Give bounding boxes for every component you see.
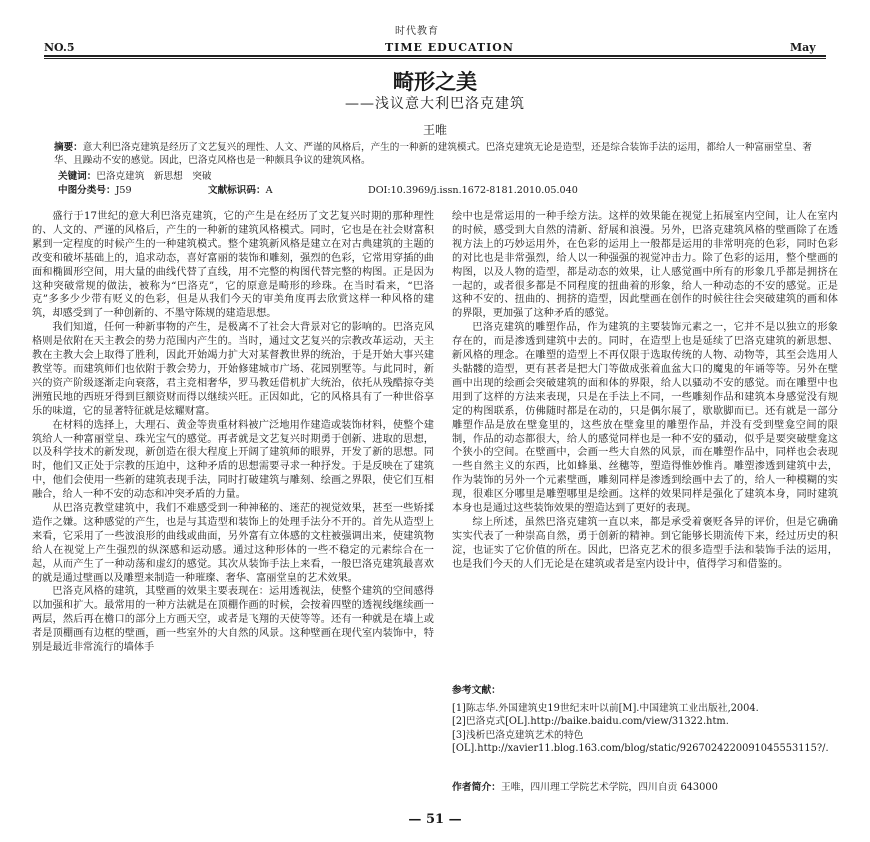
header-rule-thin [44, 58, 826, 59]
article-title: 畸形之美 [393, 69, 477, 94]
keywords-text: 巴洛克建筑 新思想 突破 [96, 171, 212, 182]
author-info [452, 779, 838, 793]
keywords [58, 168, 212, 182]
paragraph: 绘中也是常运用的一种手绘方法。这样的效果能在视觉上拓展室内空间，让人在室内的时候，感受到大自然的清新、舒展和浪漫。另外，巴洛克建筑风格的壁画除了在透视方法上的巧妙运用外，在色彩的运用上一般都是运用的非常明亮的色彩，同时色彩的对比也是非常强烈，给人以一种强强的视觉冲击力。除了色彩的运用，整个壁画的构图，以及人物的造型，都是动态的效果，让人感觉画中所有的形象几乎都是拥挤在一起的，或者很多都是不同程度的扭曲着的形象，给人一种动态的不安的感觉。正是这种不安的、扭曲的、拥挤的造型，因此壁画在创作的时候往往会突破建筑的画和体的界限，更加强了这种矛盾的感觉。 [452, 211, 838, 320]
references [452, 684, 838, 756]
reference-item: [1]陈志华.外国建筑史19世纪末叶以前[M].中国建筑工业出版社,2004. [452, 702, 759, 714]
article-subtitle: ——浅议意大利巴洛克建筑 [345, 96, 525, 112]
issue-number: NO.5 [44, 41, 75, 54]
paragraph: 盛行于17世纪的意大利巴洛克建筑，它的产生是在经历了文艺复兴时期的那种理性的、人文的、严谨的风格后，产生的一种新的建筑风格模式。同时，它也是在社会财富积累到一定程度的时候产生的一种建筑模式。整个建筑新风格是建立在对古典建筑的主题的改变和破坏基础上的，追求动态，喜好富丽的装饰和雕刻，强烈的色彩，它常用穿插的曲面和椭圆形空间，用大量的曲线代替了直线，用不完整的构图代替完整的构图。正是因为这种突破常规的做法，被称为“巴洛克”，它的原意是畸形的珍珠。在当时看来，“巴洛克”多多少少带有贬义的色彩，但是从我们今天的审美角度再去欣赏这样一种风格的建筑，却感受到了一种创新的、不墨守陈规的建造思想。 [32, 211, 434, 320]
body-column-right [452, 210, 838, 572]
issue-month: May [790, 41, 816, 54]
references-heading: 参考文献： [452, 685, 501, 696]
reference-item: [2]巴洛克式[OL].http://baike.baidu.com/view/31322.htm. [452, 716, 729, 727]
reference-item: [3]浅析巴洛克建筑艺术的特色[OL].http://xavier11.blog.163.com/blog/static/9267024220091045553115?/. [452, 729, 829, 754]
paragraph: 我们知道，任何一种新事物的产生，是极离不了社会大背景对它的影响的。巴洛克风格则是依附在天主教会的势力范围内产生的。当时，通过文艺复兴的宗教改革运动，天主教在主教大会上取得了胜利，因此开始竭力扩大对某督教世界的统治，于是开始大事兴建教堂等。而建筑师们也依附于教会势力，开始修建城市广场、花园别墅等。与此同时，新兴的资产阶级逐渐走向衰落，君主竞相奢华，罗马教廷借机扩大统治，依托从残酷掠夺美洲殖民地的西班牙得到巨额资财而得以继续兴旺。正因如此，它的风格具有了一种世俗享乐的味道，它的显著特征就是炫耀财富。 [32, 322, 434, 417]
journal-name-cn: 时代教育 [395, 26, 439, 37]
clc-label: 中图分类号： [58, 185, 116, 196]
body-column-left [32, 210, 434, 655]
article-author: 王唯 [422, 123, 447, 137]
paragraph: 巴洛克建筑的雕塑作品，作为建筑的主要装饰元素之一，它并不是以独立的形象存在的，而是渗透到建筑中去的。同时，在造型上也是延续了巴洛克建筑的新思想、新风格的理念。在雕塑的造型上不再仅限于选取传统的人物、动物等，其至会选用人头骷髅的造型，更有甚者是把大门等做成张着血盆大口的魔鬼的年诵等等。另外在壁画中出现的绘画会突破建筑的面和体的界限，给人以骚动不安的感觉。而在雕塑中也用到了这样的方法来表现，只是在手法上不同，一些雕刻作品和建筑本身感觉没有规定的构图联系，仿佛随时都是在动的，只是偶尔展了，歇歇脚而已。还有就是一部分雕塑作品是放在壁龛里的，这些放在壁龛里的雕塑作品，并没有受到壁龛空间的限制，作品的动态都很大，给人的感觉同样也是一种不安的骚动，似乎是要突破壁龛这个狭小的空间。在壁画中，会画一些大自然的风景，而在雕塑作品中，同样也会表现一些自然主义的东西，比如蜂巢、丝穗等，塑造得惟妙惟肖。雕塑渗透到建筑中去，作为装饰的另外一个元素壁画，雕刻同样是渗透到绘画中去了的，给人一种模糊的实现，很难区分哪里是雕塑哪里是绘画。这样的效果同样是强化了建筑本身，同时建筑本身也是通过这些装饰效果的塑造达到了更好的表现。 [452, 322, 838, 515]
classification-line [58, 182, 818, 196]
author-info-label: 作者简介： [452, 782, 501, 793]
paragraph: 综上所述，虽然巴洛克建筑一直以来，都是承受着褒贬各异的评价，但是它确确实实代表了一种崇高自然，勇于创新的精神。到它能够长期流传下来，经过历史的积淀，也证实了它价值的所在。因此，巴洛克艺术的很多造型手法和装饰手法的运用，也是我们今天的人们无论是在建筑或者是室内设计中，值得学习和借鉴的。 [452, 516, 838, 570]
paragraph: 从巴洛克教堂建筑中，我们不难感受到一种神秘的、迷茫的视觉效果，甚至一些矫揉造作之嫌。这种感觉的产生，也是与其造型和装饰上的处理手法分不开的。首先从造型上来看，它采用了一些波浪形的曲线或曲面，另外富有立体感的文柱被强调出来，使建筑物给人在视觉上产生强烈的纵深感和运动感。通过这种形体的一些不稳定的元素综合在一起，从而产生了一种动荡和虚幻的感觉。其次从装饰手法上来看，一般巴洛克建筑最喜欢的就是通过壁画以及雕塑来制造一种璀璨、奢华、富丽堂皇的艺术效果。 [32, 503, 434, 584]
doc-code-value: A [265, 185, 273, 196]
paragraph: 巴洛克风格的建筑，其壁画的效果主要表现在：运用透视法，使整个建筑的空间感得以加强和扩大。最常用的一种方法就是在顶棚作画的时候，会按着四壁的透视线继续画一两层，然后再在檐口的部分上方画天空，或者是飞翔的天使等等。还有一种就是在墙上或者是顶棚画有边框的壁画，画一些室外的大自然的风景。这种壁画在现代室内装饰中，特别是最近非常流行的墙体手 [32, 586, 434, 654]
doc-code-label: 文献标识码： [208, 185, 266, 196]
abstract-text: 意大利巴洛克建筑是经历了文艺复兴的理性、人文、严谨的风格后，产生的一种新的建筑模式。巴洛克建筑无论是造型，还是综合装饰手法的运用，都给人一种富丽堂皇、奢华、且躁动不安的感觉。因此，巴洛克风格也是一种颇具争议的建筑风格。 [54, 142, 812, 166]
keywords-label: 关键词： [58, 171, 97, 182]
journal-name-en: TIME EDUCATION [385, 41, 514, 54]
author-info-text: 王唯，四川理工学院艺术学院，四川自贡 643000 [500, 782, 718, 793]
abstract [54, 141, 816, 167]
clc-value: J59 [115, 185, 132, 196]
header-rule [44, 55, 826, 57]
paragraph: 在材料的选择上，大理石、黄金等贵重材料被广泛地用作建造或装饰材料，使整个建筑给人一种富丽堂皇、珠光宝气的感觉。再者就是文艺复兴时期勇于创新、进取的思想，以及科学技术的新发现，新创造在很大程度上开阔了建筑师的眼界，开发了新的思想。同时，他们又正处于宗教的压迫中，这种矛盾的思想需要寻求一种抒发。于是反映在了建筑中，他们会使用一些新的建筑表现手法，同时打破建筑与雕刻、绘画之界限，使它们互相融合，给人一种不安的动态和冲突矛盾的力量。 [32, 419, 434, 501]
abstract-label: 摘要： [54, 142, 83, 153]
doi: DOI:10.3969/j.issn.1672-8181.2010.05.040 [368, 185, 578, 196]
page-number: — 51 — [408, 812, 462, 827]
